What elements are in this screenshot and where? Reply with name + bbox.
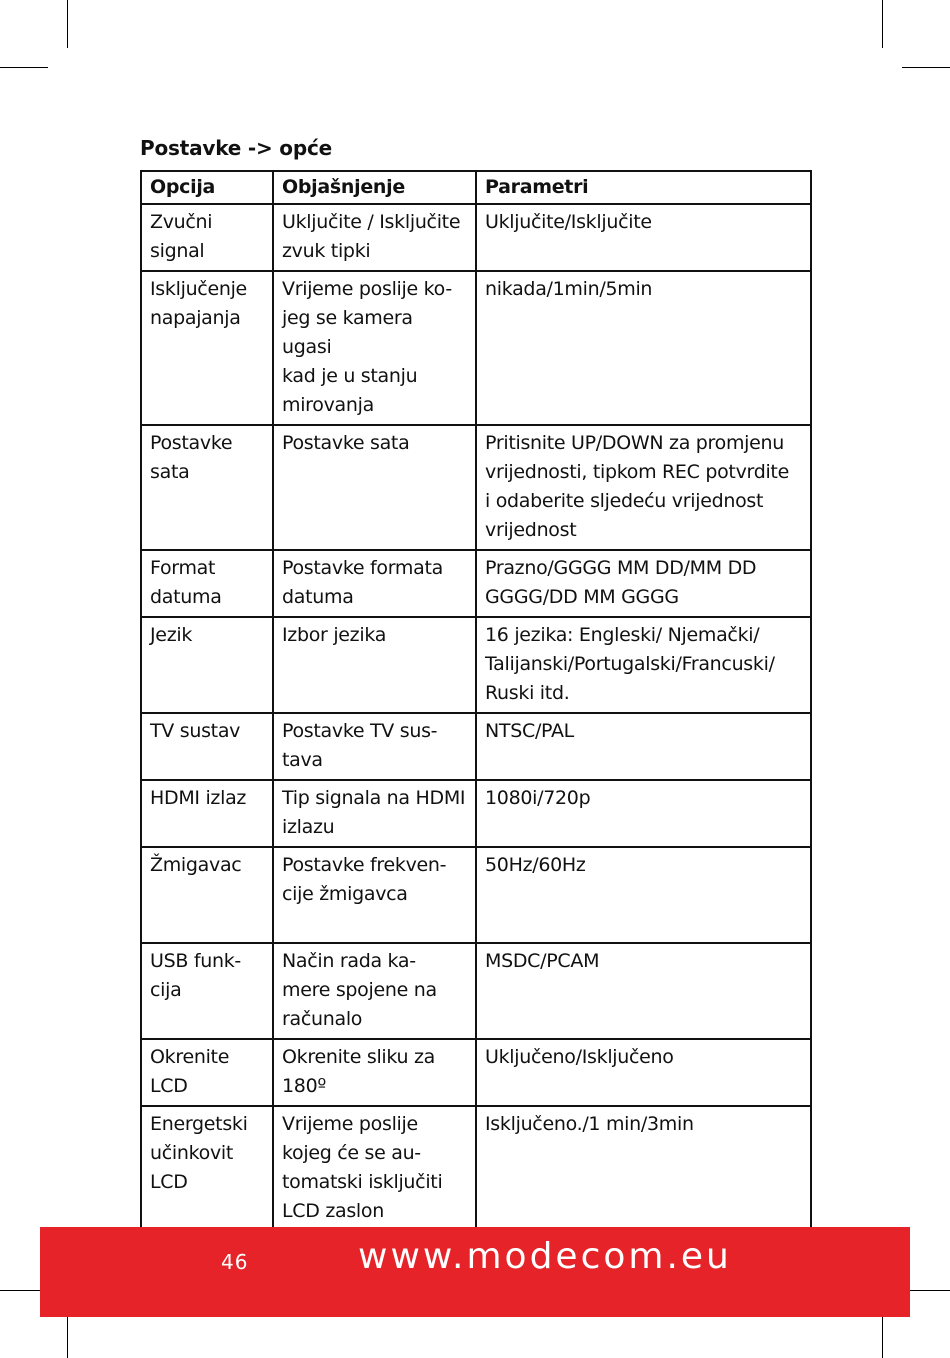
website-url[interactable]: www.modecom.eu: [358, 1236, 732, 1277]
crop-mark: [882, 1310, 883, 1358]
explanation-cell: Postavke frekven- cije žmigavca: [273, 847, 476, 943]
parameters-cell: nikada/1min/5min: [476, 271, 811, 425]
explanation-cell: Tip signala na HDMI izlazu: [273, 780, 476, 847]
crop-mark: [67, 0, 68, 48]
parameters-cell: 1080i/720p: [476, 780, 811, 847]
parameters-cell: 50Hz/60Hz: [476, 847, 811, 943]
explanation-cell: Okrenite sliku za 180º: [273, 1039, 476, 1106]
option-cell: USB funk- cija: [141, 943, 273, 1039]
option-cell: Format datuma: [141, 550, 273, 617]
option-cell: Žmigavac: [141, 847, 273, 943]
crop-mark: [0, 67, 48, 68]
explanation-cell: Način rada ka- mere spojene na računalo: [273, 943, 476, 1039]
parameters-cell: Pritisnite UP/DOWN za promjenu vrijednosti, tipkom REC potvrdite i odaberite sljedeću vrijednost vrijednost: [476, 425, 811, 550]
table-header-row: [141, 171, 811, 204]
option-cell: Okrenite LCD: [141, 1039, 273, 1106]
explanation-cell: Izbor jezika: [273, 617, 476, 713]
column-header-parameters: Parametri: [476, 171, 811, 204]
section-title: Postavke -> opće: [140, 136, 332, 160]
table-row: [141, 1039, 811, 1106]
page-number: 46: [221, 1250, 249, 1274]
table-row: [141, 617, 811, 713]
parameters-cell: Isključeno./1 min/3min: [476, 1106, 811, 1231]
option-cell: Postavke sata: [141, 425, 273, 550]
explanation-cell: Uključite / Isključite zvuk tipki: [273, 204, 476, 271]
explanation-cell: Vrijeme poslije kojeg će se au- tomatski isključiti LCD zaslon: [273, 1106, 476, 1231]
table-row: [141, 1106, 811, 1231]
table-row: [141, 943, 811, 1039]
explanation-cell: Postavke formata datuma: [273, 550, 476, 617]
explanation-cell: Postavke sata: [273, 425, 476, 550]
crop-mark: [902, 67, 950, 68]
crop-mark: [67, 1310, 68, 1358]
table-row: [141, 550, 811, 617]
table-row: [141, 271, 811, 425]
crop-mark: [882, 0, 883, 48]
table-row: [141, 204, 811, 271]
option-cell: TV sustav: [141, 713, 273, 780]
parameters-cell: NTSC/PAL: [476, 713, 811, 780]
table-row: [141, 847, 811, 943]
column-header-option: Opcija: [141, 171, 273, 204]
option-cell: Isključenje napajanja: [141, 271, 273, 425]
option-cell: Jezik: [141, 617, 273, 713]
table-row: [141, 780, 811, 847]
column-header-explanation: Objašnjenje: [273, 171, 476, 204]
explanation-cell: Postavke TV sus- tava: [273, 713, 476, 780]
option-cell: HDMI izlaz: [141, 780, 273, 847]
option-cell: Zvučni signal: [141, 204, 273, 271]
parameters-cell: Uključite/Isključite: [476, 204, 811, 271]
option-cell: Energetski učinkovit LCD: [141, 1106, 273, 1231]
settings-table: [140, 170, 812, 1232]
explanation-cell: Vrijeme poslije ko- jeg se kamera ugasi kad je u stanju mirovanja: [273, 271, 476, 425]
parameters-cell: MSDC/PCAM: [476, 943, 811, 1039]
parameters-cell: Prazno/GGGG MM DD/MM DD GGGG/DD MM GGGG: [476, 550, 811, 617]
table-row: [141, 713, 811, 780]
parameters-cell: Uključeno/Isključeno: [476, 1039, 811, 1106]
parameters-cell: 16 jezika: Engleski/ Njemački/ Talijanski/Portugalski/Francuski/ Ruski itd.: [476, 617, 811, 713]
table-row: [141, 425, 811, 550]
